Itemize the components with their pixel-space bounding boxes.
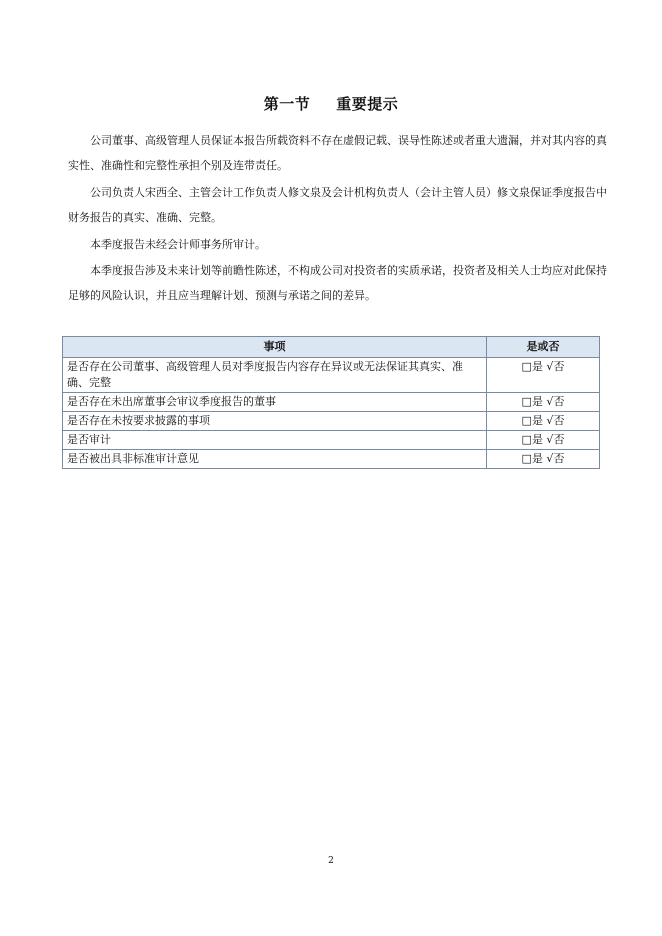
table-row — [63, 431, 600, 450]
row-item: 是否审计 — [63, 431, 487, 450]
row-answer: □是 √否 — [487, 431, 600, 450]
paragraph-forward-looking: 本季度报告涉及未来计划等前瞻性陈述，不构成公司对投资者的实质承诺，投资者及相关人士均应对此保持足够的风险认识，并且应当理解计划、预测与承诺之间的差异。 — [68, 264, 607, 302]
section-heading — [0, 93, 662, 114]
row-answer: □是 √否 — [487, 393, 600, 412]
table-header-row — [63, 337, 600, 358]
paragraph-audit-status: 本季度报告未经会计师事务所审计。 — [90, 238, 266, 251]
row-item: 是否存在公司董事、高级管理人员对季度报告内容存在异议或无法保证其真实、准确、完整 — [63, 358, 487, 393]
row-answer: □是 √否 — [487, 450, 600, 469]
table-row — [63, 358, 600, 393]
paragraph-responsible-persons: 公司负责人宋西全、主管会计工作负责人修文泉及会计机构负责人（会计主管人员）修文泉保证季度报告中财务报告的真实、准确、完整。 — [68, 186, 607, 224]
row-item: 是否存在未出席董事会审议季度报告的董事 — [63, 393, 487, 412]
row-item: 是否存在未按要求披露的事项 — [63, 412, 487, 431]
row-item: 是否被出具非标准审计意见 — [63, 450, 487, 469]
paragraph-assurance: 公司董事、高级管理人员保证本报告所载资料不存在虚假记载、误导性陈述或者重大遗漏，并对其内容的真实性、准确性和完整性承担个别及连带责任。 — [68, 134, 607, 172]
disclosure-table — [62, 336, 600, 469]
table-row — [63, 393, 600, 412]
table-row — [63, 412, 600, 431]
row-answer: □是 √否 — [487, 358, 600, 393]
page-number: 2 — [328, 856, 334, 866]
section-title: 重要提示 — [336, 95, 399, 113]
section-number: 第一节 — [263, 95, 311, 113]
row-answer: □是 √否 — [487, 412, 600, 431]
header-item: 事项 — [63, 337, 487, 358]
table-row — [63, 450, 600, 469]
header-answer: 是或否 — [487, 337, 600, 358]
